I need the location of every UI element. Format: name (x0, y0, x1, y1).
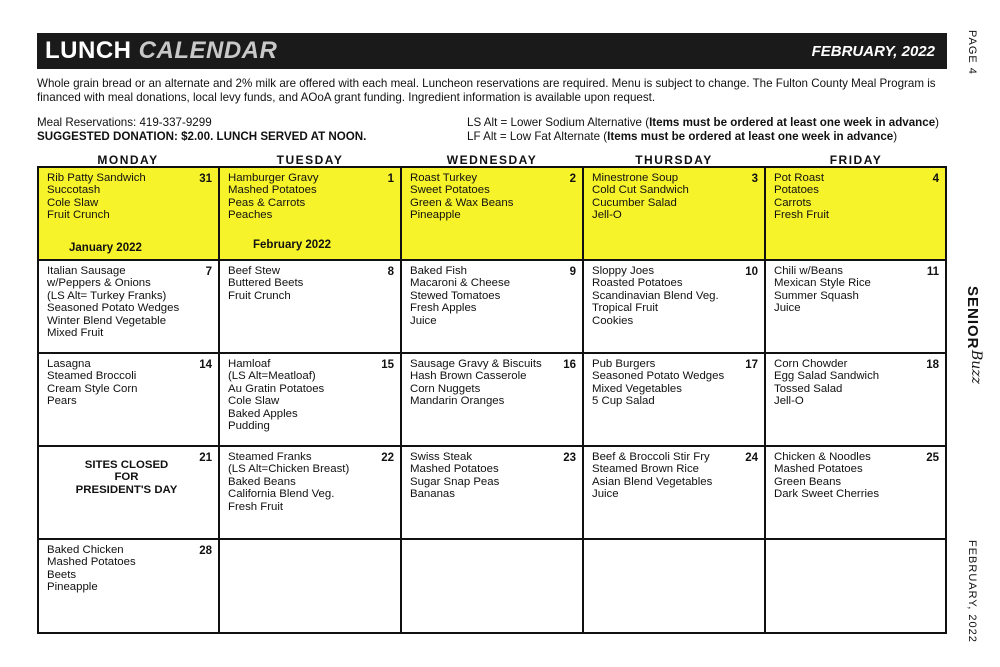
menu-item: Juice (410, 314, 437, 327)
menu-item: Summer Squash (774, 289, 859, 302)
day-number: 9 (569, 266, 576, 278)
menu-item: Chili w/Beans (774, 265, 844, 277)
weekday-thursday: THURSDAY (635, 153, 713, 167)
day-number: 15 (381, 359, 394, 371)
day-number: 24 (745, 452, 758, 464)
page-title (45, 37, 277, 65)
day-number: 10 (745, 266, 758, 278)
menu-item: Roasted Potatoes (592, 277, 683, 290)
empty-cell-friday (766, 540, 945, 632)
menu-item: Beef & Broccoli Stir Fry (592, 451, 710, 463)
side-page-number: PAGE 4 (966, 30, 978, 75)
weekday-monday: MONDAY (97, 153, 159, 167)
menu-item: Mixed Fruit (47, 327, 104, 340)
menu-item: Macaroni & Cheese (410, 277, 511, 290)
ls-alt-note: Items must be ordered at least one week in advance (649, 116, 936, 129)
menu-item: Pot Roast (774, 172, 825, 184)
day-cell-25 (766, 447, 945, 540)
menu-item: Beef Stew (228, 265, 280, 277)
menu-item: Fruit Crunch (47, 209, 110, 222)
title-date: FEBRUARY, 2022 (811, 43, 935, 60)
menu-item: Hash Brown Casserole (410, 370, 527, 383)
menu-item: Sweet Potatoes (410, 184, 490, 197)
day-cell-23 (402, 447, 584, 540)
day-cell-21 (39, 447, 220, 540)
day-cell-4 (766, 168, 945, 261)
menu-item: Buttered Beets (228, 277, 304, 290)
menu-item: Peas & Carrots (228, 196, 306, 209)
closure-notice-line: FOR (114, 471, 139, 484)
menu-item: Minestrone Soup (592, 172, 679, 184)
side-publication-name: SENIOR (964, 286, 981, 350)
menu-item: Bananas (410, 488, 455, 501)
calendar-grid (37, 166, 947, 634)
menu-item: Seasoned Potato Wedges (592, 370, 725, 383)
menu-item: Fresh Apples (410, 302, 477, 315)
day-number: 22 (381, 452, 394, 464)
menu-item: Au Gratin Potatoes (228, 382, 325, 395)
menu-item: Pudding (228, 420, 270, 433)
menu-item: (LS Alt=Meatloaf) (228, 370, 316, 383)
title-lunch: LUNCH (45, 37, 132, 64)
day-cell-16 (402, 354, 584, 447)
intro-paragraph: Whole grain bread or an alternate and 2% milk are offered with each meal. Luncheon reservations are required. Menu is subject to change. The Fulton County Meal Program is financed with meal donations, local levy funds, and AOoA grant funding. Ingredient information is available upon request. (37, 77, 936, 104)
menu-item: Cole Slaw (228, 395, 280, 408)
menu-item: Succotash (47, 184, 101, 197)
month-label: February 2022 (253, 239, 331, 251)
lf-alt-close: ) (893, 130, 898, 143)
menu-item: Mexican Style Rice (774, 277, 871, 290)
menu-item: Corn Nuggets (410, 382, 481, 395)
day-number: 18 (926, 359, 939, 371)
menu-item: Dark Sweet Cherries (774, 488, 880, 501)
menu-item: Winter Blend Vegetable (47, 314, 167, 327)
menu-item: Chicken & Noodles (774, 451, 871, 463)
day-cell-28 (39, 540, 220, 632)
closure-notice-line: PRESIDENT'S DAY (75, 483, 178, 496)
menu-item: Cream Style Corn (47, 382, 138, 395)
ls-alt-text: LS Alt = Lower Sodium Alternative ( (467, 116, 650, 129)
menu-item: Jell-O (774, 395, 804, 408)
day-number: 4 (932, 173, 939, 185)
menu-item: Baked Beans (228, 475, 296, 488)
day-cell-18 (766, 354, 945, 447)
day-cell-15 (220, 354, 402, 447)
day-cell-14 (39, 354, 220, 447)
menu-item: Juice (774, 302, 801, 315)
menu-item: Cookies (592, 314, 634, 327)
reservation-phone: Meal Reservations: 419-337-9299 (37, 116, 212, 129)
menu-item: Green & Wax Beans (410, 196, 514, 209)
menu-item: Hamburger Gravy (228, 172, 319, 184)
day-cell-11 (766, 261, 945, 354)
lf-alt-legend (467, 130, 939, 144)
menu-item: Cole Slaw (47, 196, 99, 209)
menu-item: Potatoes (774, 184, 819, 197)
menu-item: Corn Chowder (774, 358, 848, 370)
menu-item: Steamed Broccoli (47, 370, 137, 383)
menu-item: Rib Patty Sandwich (47, 172, 146, 184)
day-number: 7 (205, 266, 212, 278)
empty-cell-thursday (584, 540, 766, 632)
day-number: 3 (751, 173, 758, 185)
closure-notice-line: SITES CLOSED (84, 459, 169, 471)
title-bar (37, 33, 947, 69)
menu-item: Baked Apples (228, 407, 298, 420)
menu-item: Scandinavian Blend Veg. (592, 289, 719, 302)
day-cell-22 (220, 447, 402, 540)
day-number: 16 (563, 359, 576, 371)
lf-alt-note: Items must be ordered at least one week in advance (607, 130, 894, 143)
menu-item: Steamed Brown Rice (592, 463, 699, 476)
month-label: January 2022 (69, 242, 142, 254)
weekday-tuesday: TUESDAY (276, 153, 344, 167)
menu-item: Swiss Steak (410, 451, 473, 463)
menu-item: Mashed Potatoes (47, 556, 136, 569)
day-cell-1 (220, 168, 402, 261)
menu-item: Seasoned Potato Wedges (47, 302, 180, 315)
menu-item: Tossed Salad (774, 382, 843, 395)
alternates-legend (467, 116, 939, 144)
menu-item: Mashed Potatoes (228, 184, 317, 197)
day-cell-9 (402, 261, 584, 354)
day-number: 31 (199, 173, 212, 185)
menu-item: 5 Cup Salad (592, 395, 655, 408)
empty-cell-wednesday (402, 540, 584, 632)
menu-item: Roast Turkey (410, 172, 478, 184)
menu-item: Pineapple (410, 209, 461, 222)
day-number: 21 (199, 452, 212, 464)
empty-cell-tuesday (220, 540, 402, 632)
day-cell-8 (220, 261, 402, 354)
day-cell-10 (584, 261, 766, 354)
menu-item: Steamed Franks (228, 451, 312, 463)
menu-item: California Blend Veg. (228, 488, 335, 501)
suggested-donation: SUGGESTED DONATION: $2.00. LUNCH SERVED AT NOON. (37, 130, 367, 143)
menu-item: Hamloaf (228, 358, 271, 370)
day-cell-2 (402, 168, 584, 261)
menu-item: Cold Cut Sandwich (592, 184, 689, 197)
ls-alt-close: ) (935, 116, 940, 129)
day-number: 25 (926, 452, 939, 464)
reservation-info (37, 116, 366, 144)
menu-item: Italian Sausage (47, 265, 126, 277)
menu-item: Pineapple (47, 581, 98, 594)
menu-item: Fresh Fruit (774, 209, 830, 222)
menu-item: Asian Blend Vegetables (592, 475, 713, 488)
menu-item: Jell-O (592, 209, 622, 222)
menu-item: Mandarin Oranges (410, 395, 505, 408)
menu-item: Tropical Fruit (592, 302, 659, 315)
title-calendar: CALENDAR (138, 37, 278, 64)
menu-item: Beets (47, 568, 77, 581)
menu-item: Fresh Fruit (228, 500, 284, 513)
day-cell-17 (584, 354, 766, 447)
ls-alt-legend (467, 116, 939, 130)
menu-item: w/Peppers & Onions (47, 277, 151, 290)
menu-item: Pub Burgers (592, 358, 656, 370)
day-cell-24 (584, 447, 766, 540)
menu-item: Mashed Potatoes (774, 463, 863, 476)
day-cell-31 (39, 168, 220, 261)
day-number: 14 (199, 359, 212, 371)
day-cell-3 (584, 168, 766, 261)
menu-item: Fruit Crunch (228, 289, 291, 302)
day-number: 23 (563, 452, 576, 464)
menu-item: Baked Fish (410, 265, 467, 277)
lf-alt-text: LF Alt = Low Fat Alternate ( (467, 130, 608, 143)
menu-item: Green Beans (774, 475, 842, 488)
day-cell-7 (39, 261, 220, 354)
menu-item: Sugar Snap Peas (410, 475, 500, 488)
day-number: 11 (926, 266, 939, 278)
menu-item: Sausage Gravy & Biscuits (410, 358, 542, 370)
menu-item: (LS Alt=Chicken Breast) (228, 463, 350, 476)
menu-item: Egg Salad Sandwich (774, 370, 880, 383)
side-issue-date: FEBRUARY, 2022 (966, 540, 978, 643)
weekday-friday: FRIDAY (829, 153, 883, 167)
menu-item: Mixed Vegetables (592, 382, 682, 395)
day-number: 28 (199, 545, 212, 557)
menu-item: Juice (592, 488, 619, 501)
menu-item: Pears (47, 395, 77, 408)
side-publication-script: Buzz (968, 350, 984, 385)
menu-item: Sloppy Joes (592, 265, 655, 277)
menu-item: Lasagna (47, 358, 91, 370)
day-number: 1 (387, 173, 394, 185)
menu-item: Baked Chicken (47, 544, 124, 556)
menu-item: Peaches (228, 209, 273, 222)
menu-item: Mashed Potatoes (410, 463, 499, 476)
day-number: 2 (569, 173, 576, 185)
menu-item: Stewed Tomatoes (410, 289, 501, 302)
menu-item: (LS Alt= Turkey Franks) (47, 289, 167, 302)
day-number: 17 (745, 359, 758, 371)
day-number: 8 (387, 266, 394, 278)
menu-item: Cucumber Salad (592, 196, 677, 209)
weekday-wednesday: WEDNESDAY (446, 153, 538, 167)
menu-item: Carrots (774, 196, 812, 209)
